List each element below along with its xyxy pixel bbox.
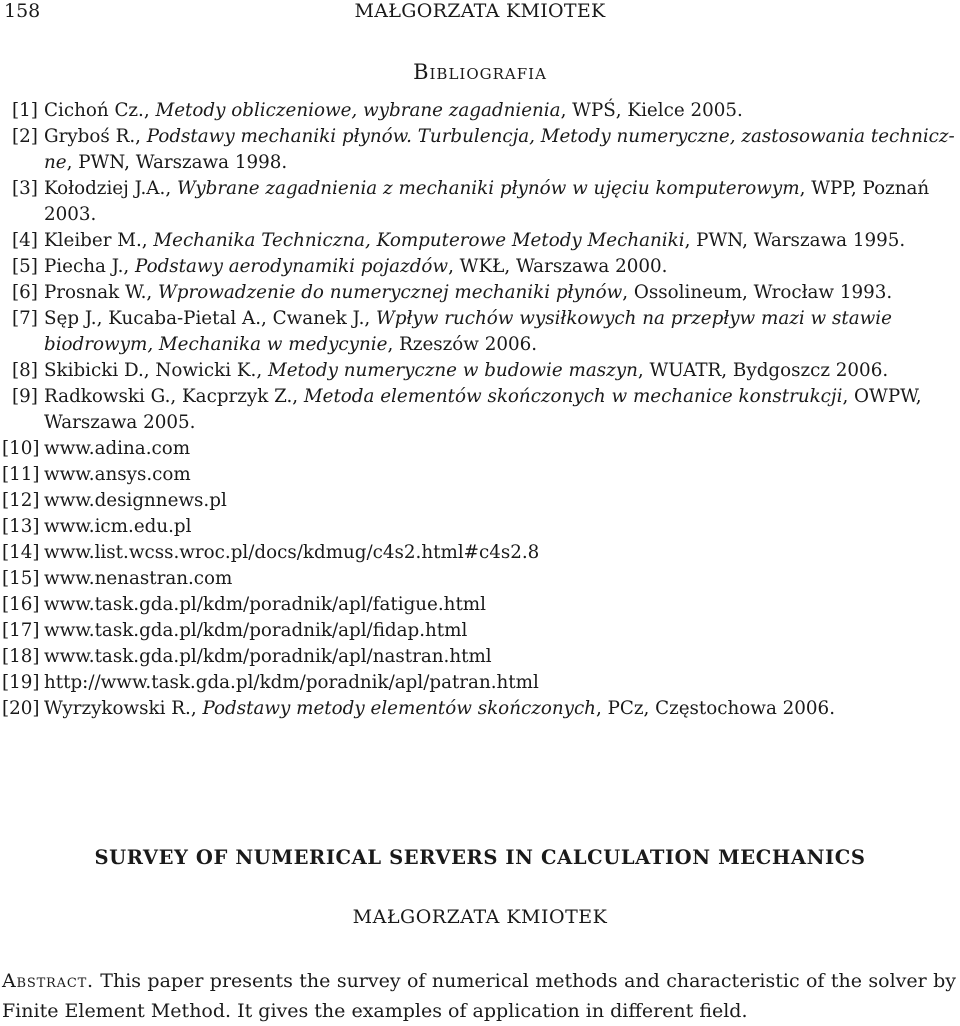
page-number: 158: [4, 0, 41, 22]
reference-item: [0, 384, 960, 436]
reference-item: [0, 254, 960, 280]
reference-title: Podstawy mechaniki płynów. Turbulencja, Metody numeryczne, zastosowania technicz- ne: [44, 126, 955, 173]
reference-url: www.ansys.com: [44, 464, 191, 485]
section-title: Bibliografia: [413, 60, 547, 84]
reference-item: [0, 436, 960, 462]
reference-author: Wyrzykowski R.,: [44, 698, 203, 719]
reference-author: Kleiber M.,: [44, 230, 154, 251]
abstract-text: This paper presents the survey of numerical methods and characteristic of the solver by Finite Element Method. It gives the examples of application in different field.: [2, 970, 956, 1022]
reference-item: [0, 644, 960, 670]
reference-number: [9]: [12, 386, 38, 407]
reference-publisher: , OWPW, Warszawa 2005.: [44, 386, 922, 433]
reference-url: www.adina.com: [44, 438, 191, 459]
reference-number: [15]: [2, 568, 40, 589]
reference-title: Podstawy metody elementów skończonych: [202, 698, 596, 719]
reference-title: Mechanika Techniczna, Komputerowe Metody Mechaniki: [153, 230, 685, 251]
reference-url: www.task.gda.pl/kdm/poradnik/apl/fidap.html: [44, 620, 468, 641]
reference-number: [8]: [12, 360, 38, 381]
reference-publisher: , WKŁ, Warszawa 2000.: [448, 256, 668, 277]
reference-title: Metoda elementów skończonych w mechanice konstrukcji: [303, 386, 843, 407]
reference-item: [0, 280, 960, 306]
reference-author: Cichoń Cz.,: [44, 100, 156, 121]
reference-number: [3]: [12, 178, 38, 199]
reference-item: [0, 358, 960, 384]
reference-number: [16]: [2, 594, 40, 615]
reference-number: [1]: [12, 100, 38, 121]
reference-publisher: , Rzeszów 2006.: [387, 334, 538, 355]
reference-publisher: , WUATR, Bydgoszcz 2006.: [637, 360, 889, 381]
reference-title: Wybrane zagadnienia z mechaniki płynów w ujęciu komputerowym: [176, 178, 800, 199]
reference-title: Wprowadzenie do numerycznej mechaniki płynów: [158, 282, 623, 303]
reference-author: Piecha J.,: [44, 256, 136, 277]
reference-url: www.nenastran.com: [44, 568, 233, 589]
reference-number: [7]: [12, 308, 38, 329]
reference-url: www.task.gda.pl/kdm/poradnik/apl/nastran.html: [44, 646, 492, 667]
reference-url: www.task.gda.pl/kdm/poradnik/apl/fatigue.html: [44, 594, 486, 615]
reference-item: [0, 176, 960, 228]
reference-number: [14]: [2, 542, 40, 563]
reference-author: Skibicki D., Nowicki K.,: [44, 360, 268, 381]
reference-publisher: , PWN, Warszawa 1995.: [684, 230, 906, 251]
reference-item: [0, 124, 960, 176]
reference-item: [0, 306, 960, 358]
running-head: MAŁGORZATA KMIOTEK: [354, 0, 606, 22]
reference-number: [5]: [12, 256, 38, 277]
reference-item: [0, 488, 960, 514]
reference-item: [0, 592, 960, 618]
reference-author: Sęp J., Kucaba-Pietal A., Cwanek J.,: [44, 308, 377, 329]
reference-number: [18]: [2, 646, 40, 667]
reference-item: [0, 514, 960, 540]
reference-item: [0, 540, 960, 566]
reference-title: Podstawy aerodynamiki pojazdów: [135, 256, 449, 277]
reference-url: http://www.task.gda.pl/kdm/poradnik/apl/patran.html: [44, 672, 539, 693]
reference-author: Radkowski G., Kacprzyk Z.,: [44, 386, 304, 407]
reference-title: Metody obliczeniowe, wybrane zagadnienia: [155, 100, 561, 121]
reference-title: Wpływ ruchów wysiłkowych na przepływ mazi w stawie biodrowym, Mechanika w medycynie: [44, 308, 892, 355]
reference-number: [13]: [2, 516, 40, 537]
reference-author: Gryboś R.,: [44, 126, 147, 147]
reference-publisher: , PCz, Częstochowa 2006.: [595, 698, 836, 719]
reference-number: [2]: [12, 126, 38, 147]
paper-author: MAŁGORZATA KMIOTEK: [352, 906, 608, 928]
reference-item: [0, 696, 960, 722]
reference-number: [20]: [2, 698, 40, 719]
reference-number: [4]: [12, 230, 38, 251]
reference-author: Kołodziej J.A.,: [44, 178, 177, 199]
reference-item: [0, 98, 960, 124]
reference-publisher: , WPP, Poznań 2003.: [44, 178, 930, 225]
reference-publisher: , Ossolineum, Wrocław 1993.: [622, 282, 893, 303]
reference-number: [6]: [12, 282, 38, 303]
reference-item: [0, 618, 960, 644]
reference-item: [0, 462, 960, 488]
reference-number: [17]: [2, 620, 40, 641]
reference-number: [11]: [2, 464, 40, 485]
reference-number: [12]: [2, 490, 40, 511]
reference-author: Prosnak W.,: [44, 282, 159, 303]
reference-item: [0, 566, 960, 592]
reference-url: www.list.wcss.wroc.pl/docs/kdmug/c4s2.html#c4s2.8: [44, 542, 540, 563]
reference-publisher: , WPŚ, Kielce 2005.: [560, 100, 743, 121]
paper-title: SURVEY OF NUMERICAL SERVERS IN CALCULATION MECHANICS: [94, 846, 866, 869]
abstract-label: Abstract.: [2, 970, 94, 992]
abstract: [2, 966, 956, 1026]
reference-item: [0, 670, 960, 696]
reference-list: [0, 98, 960, 722]
reference-url: www.designnews.pl: [44, 490, 227, 511]
reference-title: Metody numeryczne w budowie maszyn: [267, 360, 638, 381]
reference-number: [10]: [2, 438, 40, 459]
reference-number: [19]: [2, 672, 40, 693]
reference-url: www.icm.edu.pl: [44, 516, 192, 537]
reference-publisher: , PWN, Warszawa 1998.: [66, 152, 288, 173]
reference-item: [0, 228, 960, 254]
